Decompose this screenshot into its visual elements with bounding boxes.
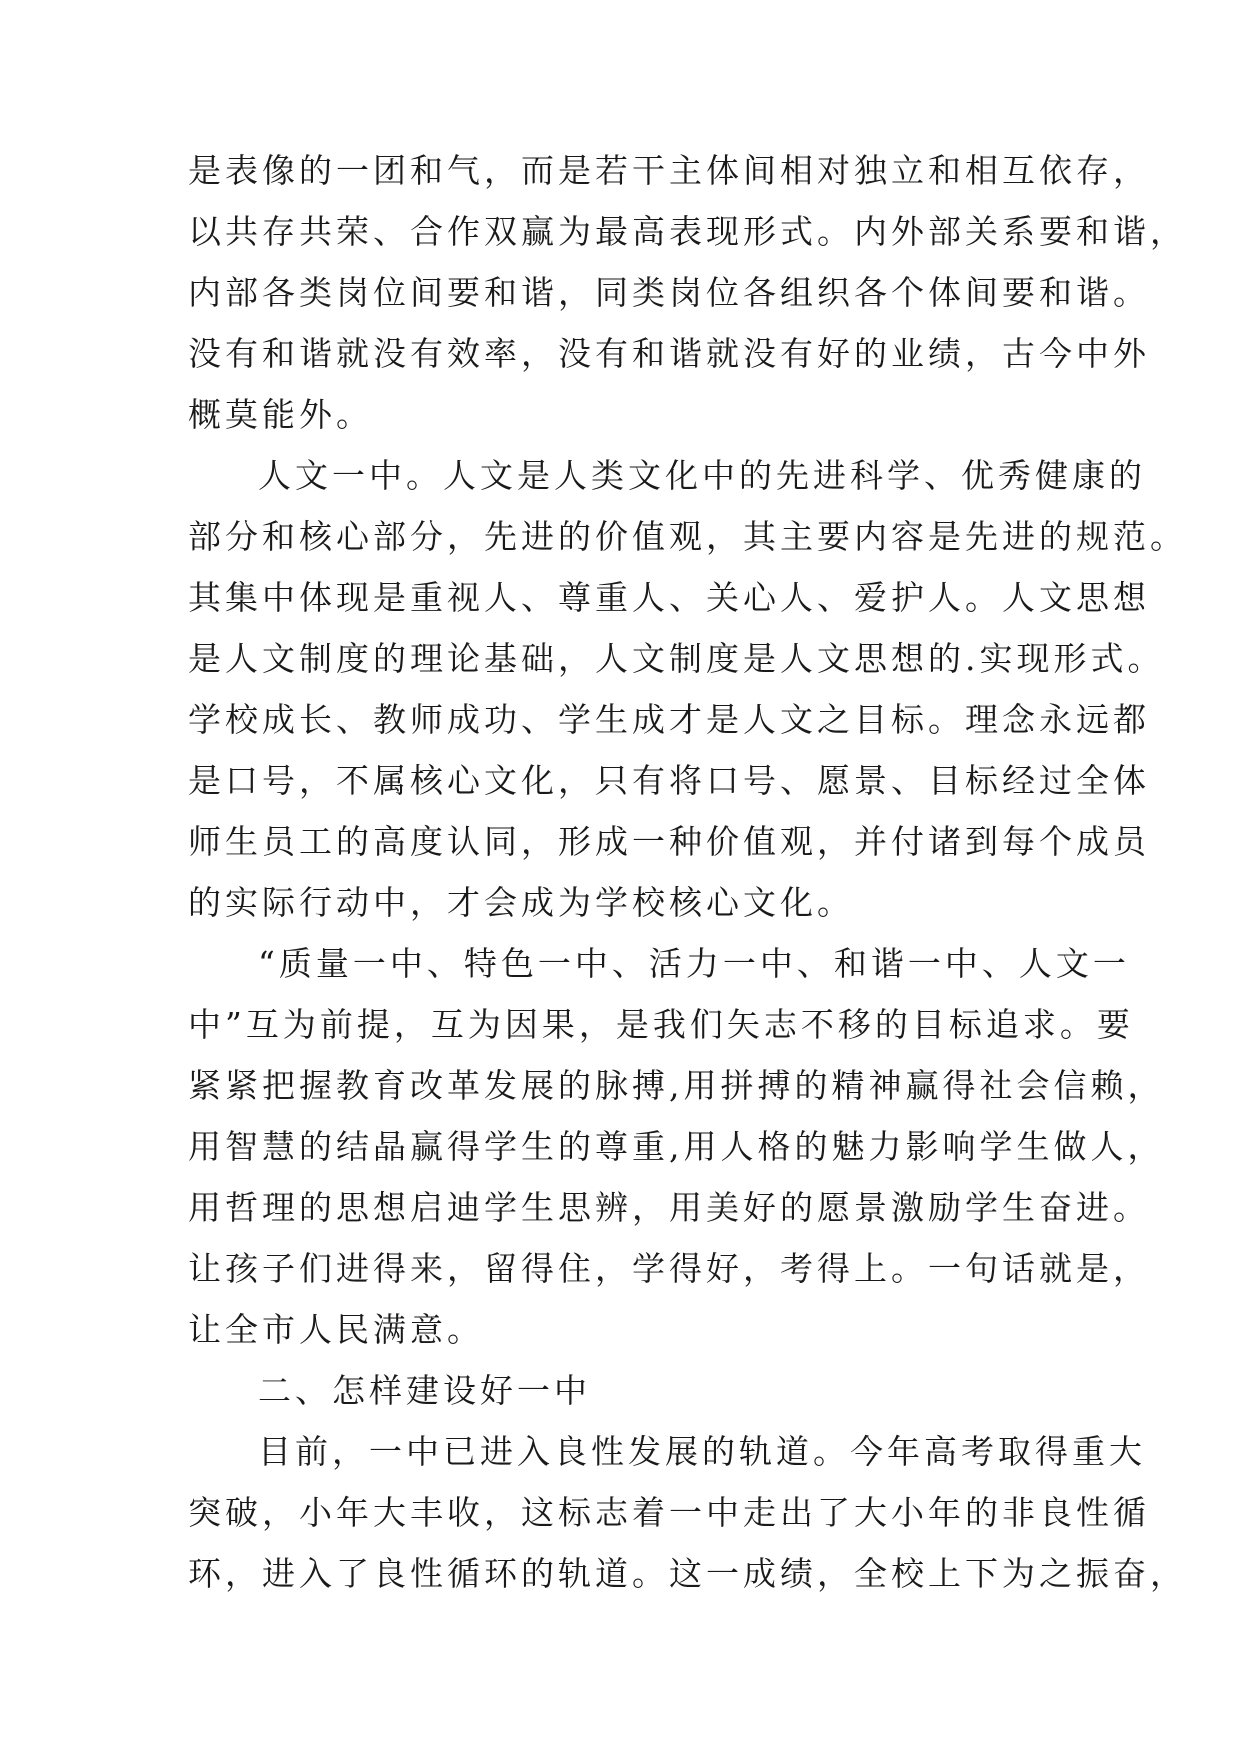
text-line: 的实际行动中，才会成为学校核心文化。 — [188, 883, 854, 922]
text-line: 环，进入了良性循环的轨道。这一成绩，全校上下为之振奋， — [188, 1554, 1187, 1593]
text-line: 紧紧把握教育改革发展的脉搏,用拼搏的精神赢得社会信赖， — [188, 1066, 1165, 1105]
paragraph-start-line: 目前，一中已进入良性发展的轨道。今年高考取得重大 — [258, 1432, 1146, 1471]
text-line: 以共存共荣、合作双赢为最高表现形式。内外部关系要和谐， — [188, 212, 1187, 251]
text-line: 是口号，不属核心文化，只有将口号、愿景、目标经过全体 — [188, 761, 1150, 800]
paragraph-start-line: 人文一中。人文是人类文化中的先进科学、优秀健康的 — [258, 456, 1146, 495]
text-line: 让孩子们进得来，留得住，学得好，考得上。一句话就是， — [188, 1249, 1150, 1288]
text-line: 师生员工的高度认同，形成一种价值观，并付诸到每个成员 — [188, 822, 1150, 861]
text-line: 用哲理的思想启迪学生思辨，用美好的愿景激励学生奋进。 — [188, 1188, 1150, 1227]
text-line: 突破，小年大丰收，这标志着一中走出了大小年的非良性循 — [188, 1493, 1150, 1532]
paragraph-start-line: “质量一中、特色一中、活力一中、和谐一中、人文一 — [258, 944, 1130, 983]
text-line: 内部各类岗位间要和谐，同类岗位各组织各个体间要和谐。 — [188, 273, 1150, 312]
body-text — [188, 140, 1187, 1604]
text-line: 概莫能外。 — [188, 395, 373, 434]
text-line: 学校成长、教师成功、学生成才是人文之目标。理念永远都 — [188, 700, 1150, 739]
text-line: 让全市人民满意。 — [188, 1310, 484, 1349]
text-line: 部分和核心部分，先进的价值观，其主要内容是先进的规范。 — [188, 517, 1187, 556]
text-line: 其集中体现是重视人、尊重人、关心人、爱护人。人文思想 — [188, 578, 1150, 617]
text-line: 是人文制度的理论基础，人文制度是人文思想的.实现形式。 — [188, 639, 1165, 678]
text-line: 是表像的一团和气，而是若干主体间相对独立和相互依存， — [188, 151, 1150, 190]
section-heading: 二、怎样建设好一中 — [258, 1371, 591, 1410]
text-line: 中”互为前提，互为因果，是我们矢志不移的目标追求。要 — [188, 1005, 1134, 1044]
text-line: 用智慧的结晶赢得学生的尊重,用人格的魅力影响学生做人， — [188, 1127, 1165, 1166]
text-line: 没有和谐就没有效率，没有和谐就没有好的业绩，古今中外 — [188, 334, 1150, 373]
